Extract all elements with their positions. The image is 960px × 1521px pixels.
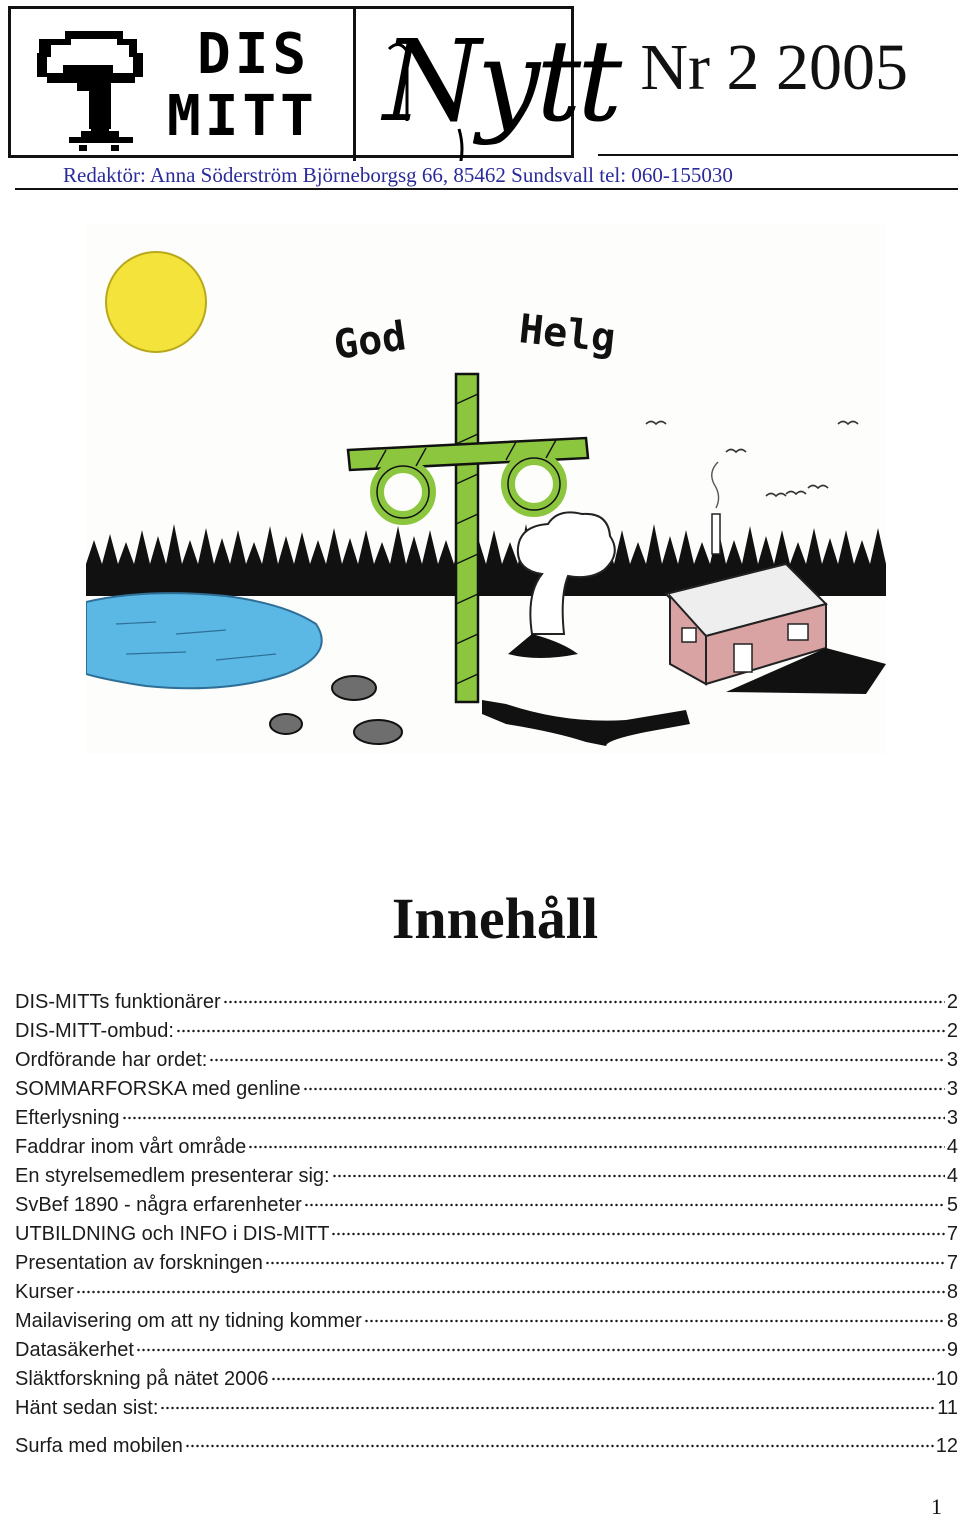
toc-item-title: Kurser [15,1281,74,1303]
logo-dis-text: DIS [197,22,311,87]
toc-item-title: Faddrar inom vårt område [15,1136,247,1158]
header-rule [598,154,958,156]
toc-item[interactable] [15,1336,958,1365]
toc-item[interactable] [15,1075,958,1104]
toc-heading: Innehåll [391,886,599,951]
toc-item-page: 3 [946,1049,958,1071]
toc-item-title: Mailavisering om att ny tidning kommer [15,1310,362,1332]
toc-item-page: 7 [946,1252,958,1274]
toc-item-page: 3 [946,1078,958,1100]
toc-item[interactable] [15,1365,958,1394]
logo-mitt-text: MITT [167,84,318,149]
toc-item-page: 2 [946,1020,958,1042]
masthead-logo [8,6,619,158]
editor-line [15,162,958,190]
toc-item-title: UTBILDNING och INFO i DIS-MITT [15,1223,330,1245]
toc-leader-dots [303,1073,945,1091]
greeting-helg: Helg [516,306,618,363]
editor-info: Redaktör: Anna Söderström Björneborgsg 66, 85462 Sundsvall tel: 060-155030 [63,163,733,187]
toc-leader-dots [332,1160,945,1178]
toc-leader-dots [160,1392,935,1410]
toc-leader-dots [331,1218,944,1236]
toc-item[interactable] [15,1046,958,1075]
toc-item-page: 8 [946,1310,958,1332]
toc-leader-dots [223,986,945,1004]
toc-leader-dots [176,1015,945,1033]
toc-leader-dots [185,1430,934,1448]
toc-item[interactable] [15,1104,958,1133]
toc-item-page: 2 [946,991,958,1013]
toc-item-page: 10 [935,1368,958,1390]
toc-item-page: 8 [946,1281,958,1303]
toc-leader-dots [209,1044,945,1062]
toc-item-title: Surfa med mobilen [15,1435,183,1457]
toc-item[interactable] [15,1191,958,1220]
toc-item[interactable] [15,1432,958,1461]
toc-leader-dots [304,1189,945,1207]
toc-item-title: SvBef 1890 - några erfarenheter [15,1194,302,1216]
toc-item-title: Hänt sedan sist: [15,1397,159,1419]
toc-item-page: 7 [946,1223,958,1245]
toc-list [15,988,958,1461]
toc-item[interactable] [15,1307,958,1336]
toc-item[interactable] [15,1394,958,1423]
toc-item-title: Presentation av forskningen [15,1252,263,1274]
toc-leader-dots [364,1305,945,1323]
toc-item-title: Datasäkerhet [15,1339,134,1361]
toc-item-page: 4 [946,1165,958,1187]
toc-item-title: Ordförande har ordet: [15,1049,208,1071]
toc-leader-dots [136,1334,945,1352]
toc-item-title: SOMMARFORSKA med genline [15,1078,301,1100]
issue-number: Nr 2 2005 [640,31,908,104]
toc-leader-dots [265,1247,945,1265]
toc-item-page: 11 [937,1397,958,1419]
sun-icon [106,252,206,352]
toc-leader-dots [271,1363,934,1381]
toc-item-page: 5 [946,1194,958,1216]
greeting-god: God [330,313,409,369]
toc-item-title: Släktforskning på nätet 2006 [15,1368,269,1390]
toc-item-title: DIS-MITTs funktionärer [15,991,221,1013]
toc-item-page: 9 [946,1339,958,1361]
toc-item-title: En styrelsemedlem presenterar sig: [15,1165,330,1187]
toc-item-page: 12 [935,1435,958,1457]
toc-leader-dots [76,1276,945,1294]
toc-leader-dots [122,1102,945,1120]
toc-item[interactable] [15,1249,958,1278]
toc-item[interactable] [15,988,958,1017]
toc-item[interactable] [15,1162,958,1191]
logo-nytt-script: Nytt [383,17,619,147]
toc-item[interactable] [15,1278,958,1307]
toc-item[interactable] [15,1220,958,1249]
toc-item[interactable] [15,1017,958,1046]
toc-item-page: 4 [946,1136,958,1158]
toc-leader-dots [248,1131,945,1149]
page-number: 1 [931,1494,942,1519]
toc-item-title: Efterlysning [15,1107,120,1129]
toc-item-title: DIS-MITT-ombud: [15,1020,174,1042]
toc-item-page: 3 [946,1107,958,1129]
midsummer-illustration [86,224,886,754]
toc-item[interactable] [15,1133,958,1162]
